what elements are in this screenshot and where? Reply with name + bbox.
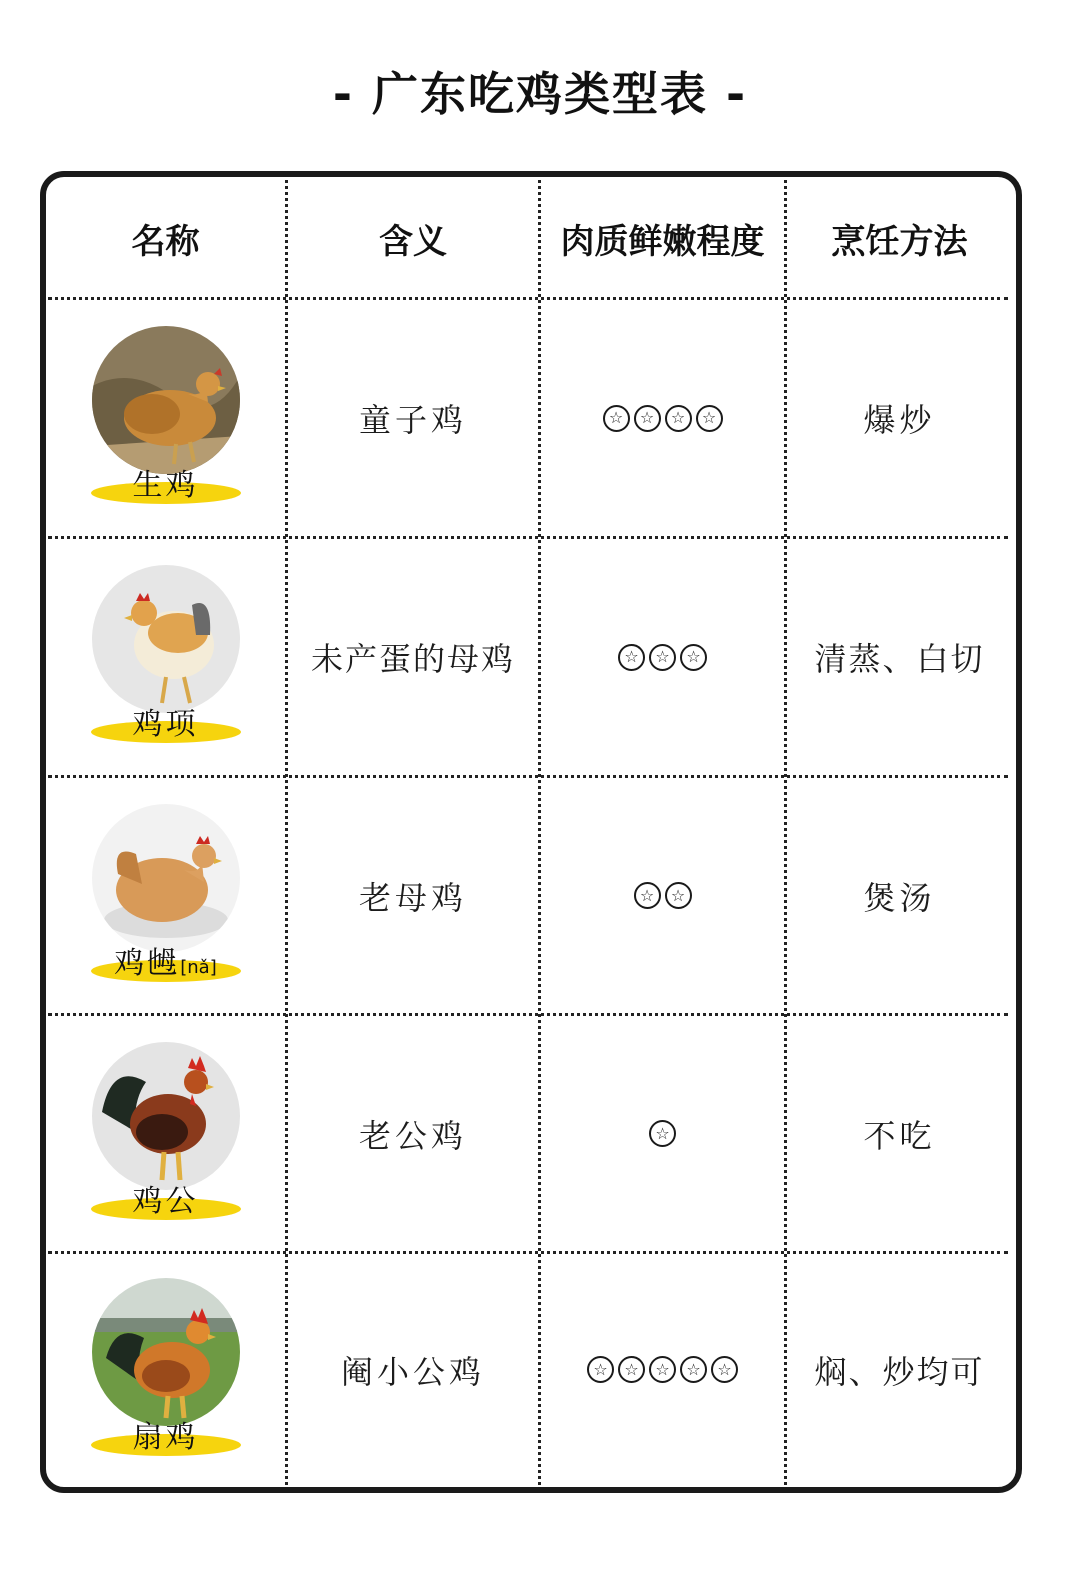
chick-name-tag xyxy=(86,1412,246,1462)
chick-name-tag xyxy=(86,699,246,749)
chick-name-tag xyxy=(86,1176,246,1226)
chick-name-text: 鸡项 xyxy=(132,707,199,742)
star-rating xyxy=(587,1356,738,1383)
star-icon: ☆ xyxy=(587,1356,614,1383)
star-icon: ☆ xyxy=(665,405,692,432)
chick-name-text: 鸡乸 xyxy=(114,945,181,981)
star-icon: ☆ xyxy=(634,882,661,909)
tenderness-cell xyxy=(541,1254,784,1485)
chick-name-text: 生鸡 xyxy=(132,468,199,503)
chick-name xyxy=(86,699,246,743)
hen-photo-icon xyxy=(92,326,240,474)
table-row-name-cell xyxy=(46,1016,285,1251)
header-name: 名称 xyxy=(131,222,200,262)
star-rating xyxy=(618,644,707,671)
star-rating xyxy=(603,405,723,432)
meaning-cell: 老公鸡 xyxy=(358,1116,467,1155)
star-icon: ☆ xyxy=(665,882,692,909)
star-icon: ☆ xyxy=(680,644,707,671)
meaning-cell: 阉小公鸡 xyxy=(340,1352,485,1391)
star-icon: ☆ xyxy=(696,405,723,432)
cooking-cell: 清蒸、白切 xyxy=(814,640,985,678)
table-row-name-cell xyxy=(46,539,285,775)
old-hen-photo-icon xyxy=(92,804,240,952)
star-icon: ☆ xyxy=(711,1356,738,1383)
white-hen-photo-icon xyxy=(92,565,240,713)
page-title: - 广东吃鸡类型表 - xyxy=(332,67,748,121)
star-rating xyxy=(649,1120,676,1147)
star-icon: ☆ xyxy=(618,1356,645,1383)
tenderness-cell xyxy=(541,1016,784,1251)
header-meaning: 含义 xyxy=(379,222,447,262)
star-icon: ☆ xyxy=(649,1120,676,1147)
star-icon: ☆ xyxy=(680,1356,707,1383)
table-row-name-cell xyxy=(46,778,285,1013)
table-row-name-cell xyxy=(46,1254,285,1485)
tenderness-cell xyxy=(541,778,784,1013)
capon-photo-icon xyxy=(92,1278,240,1426)
cooking-cell: 焖、炒均可 xyxy=(814,1352,985,1391)
star-icon: ☆ xyxy=(649,1356,676,1383)
chick-name xyxy=(86,1412,246,1456)
chick-name-pinyin: [nǎ] xyxy=(180,956,217,978)
star-icon: ☆ xyxy=(634,405,661,432)
chick-name-text: 扇鸡 xyxy=(132,1419,199,1455)
star-icon: ☆ xyxy=(603,405,630,432)
table-row-name-cell xyxy=(46,300,285,536)
cooking-cell: 爆炒 xyxy=(863,401,936,439)
meaning-cell: 未产蛋的母鸡 xyxy=(310,640,515,678)
header-tenderness: 肉质鲜嫩程度 xyxy=(560,222,765,262)
tenderness-cell xyxy=(541,300,784,536)
star-icon: ☆ xyxy=(649,644,676,671)
cooking-cell: 不吃 xyxy=(863,1116,936,1155)
chick-name xyxy=(86,460,246,504)
chick-name xyxy=(86,938,246,982)
rooster-photo-icon xyxy=(92,1042,240,1190)
chick-name-tag xyxy=(86,460,246,510)
star-icon: ☆ xyxy=(618,644,645,671)
star-rating xyxy=(634,882,692,909)
cooking-cell: 煲汤 xyxy=(863,878,936,917)
header-cooking: 烹饪方法 xyxy=(831,222,968,262)
chick-name-text: 鸡公 xyxy=(132,1183,199,1219)
meaning-cell: 老母鸡 xyxy=(358,878,467,917)
chick-name xyxy=(86,1176,246,1220)
tenderness-cell xyxy=(541,539,784,775)
chick-name-tag xyxy=(86,938,246,988)
meaning-cell: 童子鸡 xyxy=(358,401,467,439)
